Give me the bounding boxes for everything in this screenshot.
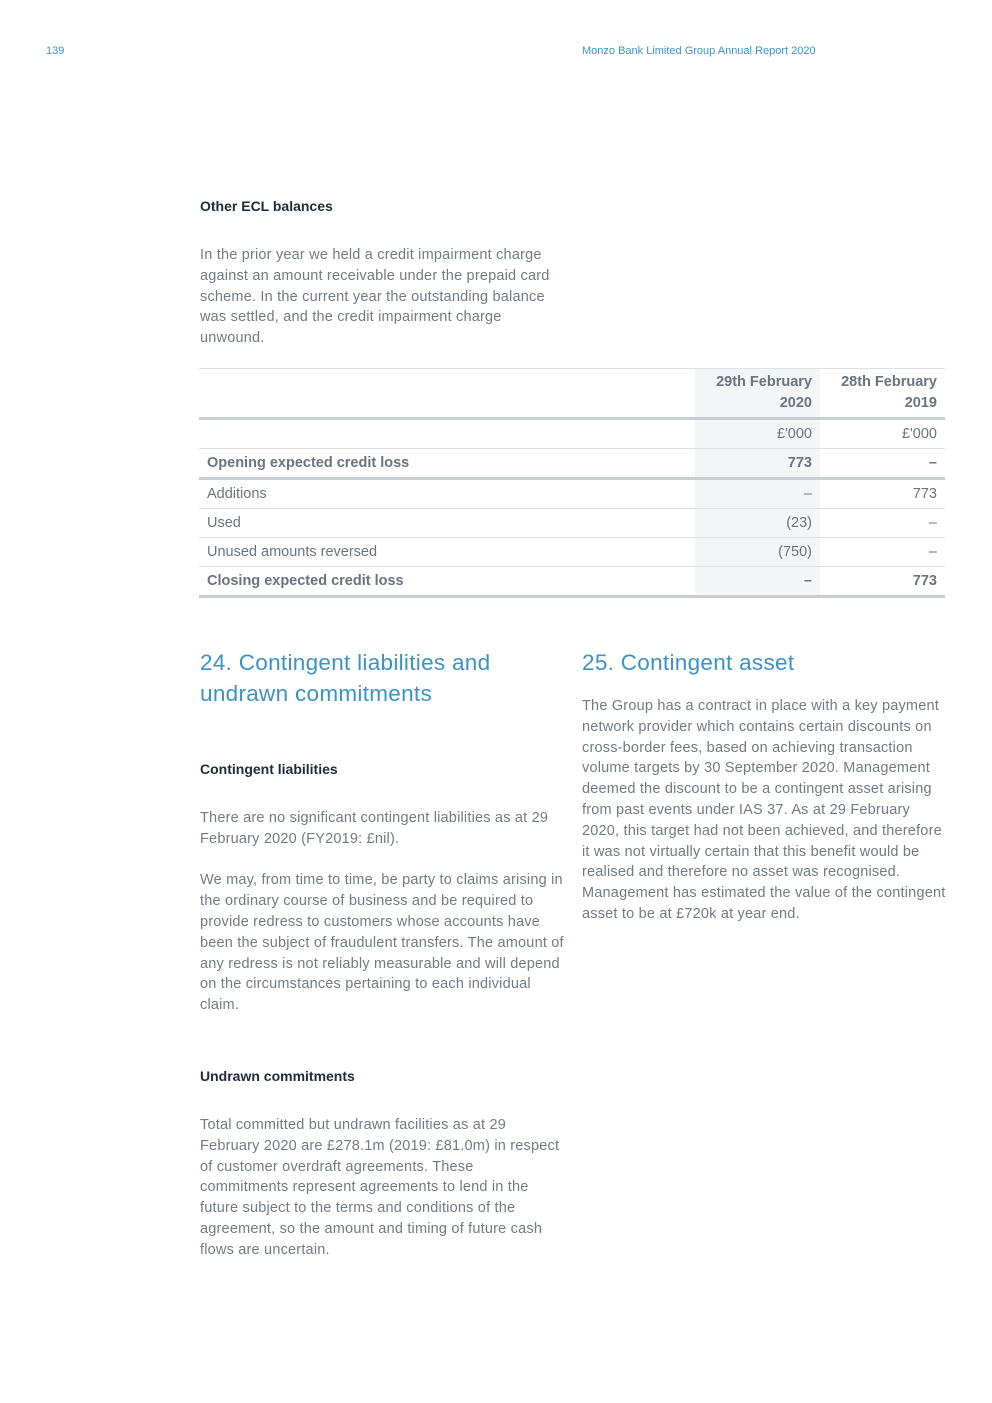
row-value-2020: 773 bbox=[695, 449, 820, 479]
table-row bbox=[199, 538, 945, 567]
contingent-asset-paragraph: The Group has a contract in place with a key payment network provider which contains certain discounts on cross-border fees, based on achieving transaction volume targets by 30 September 2020. Management deemed the discount to be a contingent asset arising from past events under IAS 37. As at 29 February 2020, this target had not been achieved, and therefore it was not virtually certain that this benefit would be realised and therefore no asset was recognised. Management has estimated the value of the contingent asset to be at £720k at year end. bbox=[582, 698, 946, 922]
table-row bbox=[199, 479, 945, 509]
section-25 bbox=[582, 647, 947, 925]
row-value-2020: – bbox=[695, 567, 820, 597]
undrawn-commitments-heading: Undrawn commitments bbox=[200, 1067, 355, 1084]
other-ecl-paragraph: In the prior year we held a credit impairment charge against an amount receivable under the prepaid card scheme. In the current year the outstanding balance was settled, and the credit impairment charge unwound. bbox=[200, 247, 550, 347]
contingent-liabilities-paragraph-2: We may, from time to time, be party to claims arising in the ordinary course of business and be required to provide redress to customers whose accounts have been the subject of fraudulent transfers. The amount of any redress is not reliably measurable and will depend on the circumstances pertaining to each individual claim. bbox=[200, 872, 564, 1014]
row-label: Used bbox=[199, 509, 695, 538]
header-2019 bbox=[820, 369, 945, 419]
table-row bbox=[199, 567, 945, 597]
units-2020: £'000 bbox=[695, 419, 820, 449]
units-2019: £'000 bbox=[820, 419, 945, 449]
report-title: Monzo Bank Limited Group Annual Report 2020 bbox=[582, 45, 816, 57]
row-value-2019: – bbox=[820, 449, 945, 479]
header-2019-line2: 2019 bbox=[904, 395, 937, 411]
header-2019-line1: 28th February bbox=[841, 374, 937, 390]
contingent-liabilities-heading: Contingent liabilities bbox=[200, 761, 338, 777]
row-value-2020: – bbox=[695, 479, 820, 509]
page-number: 139 bbox=[46, 45, 65, 57]
row-label: Closing expected credit loss bbox=[199, 567, 695, 597]
row-value-2019: – bbox=[820, 538, 945, 567]
section-24-title bbox=[200, 647, 565, 709]
other-ecl-heading: Other ECL balances bbox=[200, 198, 333, 214]
table-row bbox=[199, 509, 945, 538]
header-label-cell bbox=[199, 369, 695, 419]
section-24-title-line2: undrawn commitments bbox=[200, 681, 433, 706]
row-label: Unused amounts reversed bbox=[199, 538, 695, 567]
contingent-liabilities-paragraph-1: There are no significant contingent liabilities as at 29 February 2020 (FY2019: £nil). bbox=[200, 810, 549, 847]
table-row bbox=[199, 449, 945, 479]
ecl-table-header-row bbox=[199, 369, 945, 419]
row-label: Additions bbox=[199, 479, 695, 509]
row-value-2020: (750) bbox=[695, 538, 820, 567]
row-value-2019: 773 bbox=[820, 479, 945, 509]
undrawn-commitments-paragraph: Total committed but undrawn facilities as at 29 February 2020 are £278.1m (2019: £81.0m) in respect of customer overdraft agreements. These commitments represent agreements to lend in the future subject to the terms and conditions of the agreement, so the amount and timing of future cash flows are uncertain. bbox=[200, 1116, 560, 1258]
ecl-table bbox=[199, 368, 945, 598]
header-2020 bbox=[695, 369, 820, 419]
other-ecl-section bbox=[200, 198, 560, 349]
row-value-2020: (23) bbox=[695, 509, 820, 538]
units-row bbox=[199, 419, 945, 449]
row-value-2019: 773 bbox=[820, 567, 945, 597]
header-2020-line2: 2020 bbox=[779, 395, 812, 411]
section-24 bbox=[200, 647, 565, 1261]
units-label bbox=[199, 419, 695, 449]
header-2020-line1: 29th February bbox=[716, 374, 812, 390]
section-24-title-line1: 24. Contingent liabilities and bbox=[200, 650, 491, 675]
section-25-title: 25. Contingent asset bbox=[582, 650, 795, 675]
row-value-2019: – bbox=[820, 509, 945, 538]
row-label: Opening expected credit loss bbox=[199, 449, 695, 479]
